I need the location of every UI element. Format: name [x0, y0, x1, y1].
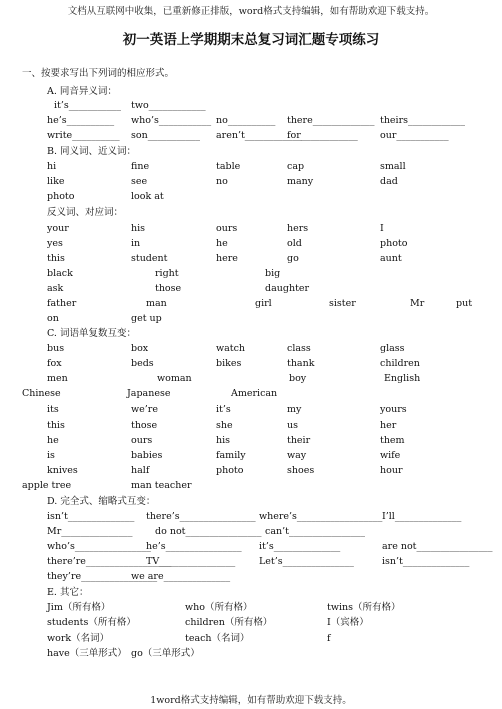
worksheet-item: photo	[47, 191, 75, 202]
worksheet-item: C. 词语单复数互变：	[47, 328, 136, 339]
worksheet-line	[0, 113, 502, 129]
worksheet-item: I	[380, 223, 384, 234]
page-header: 文档从互联网中收集，已重新修正排版，word格式支持编辑，如有帮助欢迎下载支持。	[67, 6, 435, 17]
worksheet-item: Chinese	[22, 388, 61, 399]
worksheet-item: old	[287, 238, 302, 249]
worksheet-item: its	[47, 404, 59, 415]
worksheet-item: glass	[380, 343, 405, 354]
worksheet-item: big	[265, 268, 281, 279]
worksheet-line	[0, 326, 502, 342]
worksheet-item: there’re__________________	[47, 556, 172, 567]
worksheet-item: D. 完全式、缩略式互变：	[47, 496, 156, 507]
worksheet-item: like	[47, 176, 65, 187]
worksheet-item: who’s________________	[47, 541, 151, 552]
worksheet-item: bikes	[216, 358, 242, 369]
worksheet-item: twins（所有格）	[327, 602, 401, 613]
worksheet-item: E. 其它：	[47, 587, 89, 598]
worksheet-item: watch	[216, 343, 246, 354]
worksheet-line	[0, 418, 502, 434]
worksheet-item: bus	[47, 343, 65, 354]
worksheet-item: those	[155, 283, 182, 294]
worksheet-item: daughter	[265, 283, 310, 294]
worksheet-item: 反义词、对应词：	[47, 207, 124, 218]
worksheet-item: it’s	[216, 404, 231, 415]
worksheet-item: class	[287, 343, 311, 354]
worksheet-item: yes	[47, 238, 63, 249]
worksheet-item: see	[131, 176, 148, 187]
worksheet-item: fine	[131, 161, 150, 172]
worksheet-line	[0, 251, 502, 267]
worksheet-item: ours	[131, 435, 153, 446]
worksheet-line	[0, 266, 502, 282]
worksheet-line	[0, 478, 502, 494]
worksheet-item: students（所有格）	[47, 617, 136, 628]
worksheet-line	[0, 174, 502, 190]
worksheet-item: go	[287, 253, 299, 264]
worksheet-item: his	[131, 223, 146, 234]
worksheet-item: B. 同义词、近义词：	[47, 146, 137, 157]
worksheet-item: children（所有格）	[185, 617, 273, 628]
worksheet-line	[0, 221, 502, 237]
worksheet-line	[0, 433, 502, 449]
worksheet-line	[0, 554, 502, 570]
worksheet-item: Japanese	[127, 388, 171, 399]
worksheet-item: are not________________	[382, 541, 493, 552]
worksheet-line	[0, 159, 502, 175]
worksheet-item: they’re________________	[47, 571, 158, 582]
worksheet-line	[0, 585, 502, 601]
worksheet-item: photo	[216, 465, 244, 476]
worksheet-line	[0, 569, 502, 585]
worksheet-item: teach（名词）	[185, 633, 250, 644]
worksheet-item: dad	[380, 176, 398, 187]
worksheet-item: on	[47, 313, 59, 324]
worksheet-item: them	[380, 435, 405, 446]
worksheet-item: table	[216, 161, 241, 172]
worksheet-item: who’s___________	[131, 115, 212, 126]
worksheet-item: hour	[380, 465, 403, 476]
worksheet-item: wife	[380, 450, 401, 461]
worksheet-item: student	[131, 253, 168, 264]
worksheet-item: aren’t____________	[216, 130, 302, 141]
worksheet-item: can’t________________	[265, 526, 365, 537]
worksheet-item: TV________________	[146, 556, 236, 567]
worksheet-item: shoes	[287, 465, 315, 476]
worksheet-item: there_____________	[287, 115, 375, 126]
worksheet-line	[0, 236, 502, 252]
worksheet-line	[0, 539, 502, 555]
worksheet-item: no__________	[216, 115, 276, 126]
worksheet-item: this	[47, 253, 65, 264]
worksheet-item: us	[287, 420, 298, 431]
worksheet-item: in	[131, 238, 141, 249]
worksheet-item: way	[287, 450, 307, 461]
worksheet-item: no	[216, 176, 228, 187]
worksheet-item: box	[131, 343, 149, 354]
worksheet-item: it’s___________	[54, 100, 122, 111]
worksheet-item: where’s__________________	[259, 511, 383, 522]
worksheet-item: get up	[131, 313, 162, 324]
worksheet-item: father	[47, 298, 77, 309]
worksheet-line	[0, 494, 502, 510]
worksheet-item: small	[380, 161, 406, 172]
worksheet-line	[0, 341, 502, 357]
worksheet-item: he	[47, 435, 59, 446]
worksheet-line	[0, 509, 502, 525]
worksheet-line	[0, 66, 502, 82]
worksheet-item: this	[47, 420, 65, 431]
worksheet-item: we are______________	[131, 571, 231, 582]
worksheet-item: f	[327, 633, 331, 644]
worksheet-line	[0, 128, 502, 144]
worksheet-item: is	[47, 450, 55, 461]
worksheet-item: hers	[287, 223, 309, 234]
worksheet-item: our___________	[380, 130, 449, 141]
worksheet-item: hi	[47, 161, 57, 172]
worksheet-item: sister	[329, 298, 356, 309]
worksheet-item: American	[231, 388, 278, 399]
worksheet-item: those	[131, 420, 158, 431]
worksheet-item: fox	[47, 358, 62, 369]
worksheet-line	[0, 189, 502, 205]
worksheet-item: knives	[47, 465, 78, 476]
worksheet-line	[0, 463, 502, 479]
worksheet-item: he	[216, 238, 228, 249]
worksheet-item: who（所有格）	[185, 602, 253, 613]
worksheet-item: there’s________________	[146, 511, 256, 522]
worksheet-item: put	[456, 298, 473, 309]
worksheet-item: Mr_______________	[47, 526, 133, 537]
worksheet-line	[0, 402, 502, 418]
worksheet-item: write__________	[47, 130, 120, 141]
worksheet-item: your	[47, 223, 69, 234]
worksheet-item: thank	[287, 358, 315, 369]
worksheet-item: yours	[380, 404, 407, 415]
worksheet-item: for____________	[287, 130, 358, 141]
worksheet-item: he’s__________	[47, 115, 115, 126]
worksheet-item: man teacher	[131, 480, 192, 491]
worksheet-line	[0, 524, 502, 540]
worksheet-line	[0, 98, 502, 114]
worksheet-item: do not________________	[155, 526, 262, 537]
worksheet-line	[0, 646, 502, 662]
worksheet-line	[0, 281, 502, 297]
worksheet-item: my	[287, 404, 302, 415]
worksheet-line	[0, 631, 502, 647]
worksheet-item: half	[131, 465, 150, 476]
worksheet-item: it’s______________	[259, 541, 341, 552]
worksheet-item: boy	[289, 373, 307, 384]
worksheet-item: his	[216, 435, 231, 446]
worksheet-item: Jim（所有格）	[47, 602, 111, 613]
worksheet-item: isn’t______________	[47, 511, 135, 522]
worksheet-line	[0, 311, 502, 327]
worksheet-line	[0, 615, 502, 631]
worksheet-item: Mr	[410, 298, 425, 309]
worksheet-line	[0, 448, 502, 464]
worksheet-item: Let’s_______________	[259, 556, 354, 567]
worksheet-item: I（宾格）	[327, 617, 369, 628]
worksheet-item: children	[380, 358, 420, 369]
worksheet-item: A. 同音异义词：	[47, 86, 117, 97]
worksheet-item: he’s________________	[146, 541, 242, 552]
worksheet-item: beds	[131, 358, 154, 369]
worksheet-line	[0, 386, 502, 402]
worksheet-line	[0, 356, 502, 372]
worksheet-item: ask	[47, 283, 64, 294]
worksheet-item: girl	[255, 298, 272, 309]
worksheet-item: her	[380, 420, 397, 431]
worksheet-item: aunt	[380, 253, 402, 264]
worksheet-item: ours	[216, 223, 238, 234]
worksheet-item: their	[287, 435, 311, 446]
worksheet-item: look at	[131, 191, 164, 202]
worksheet-item: theirs____________	[380, 115, 466, 126]
worksheet-item: she	[216, 420, 233, 431]
worksheet-line	[0, 205, 502, 221]
worksheet-item: many	[287, 176, 314, 187]
worksheet-item: babies	[131, 450, 163, 461]
worksheet-item: English	[384, 373, 421, 384]
worksheet-line	[0, 600, 502, 616]
worksheet-item: men	[47, 373, 68, 384]
worksheet-item: go（三单形式）	[131, 648, 200, 659]
worksheet-item: black	[47, 268, 73, 279]
worksheet-item: woman	[157, 373, 192, 384]
worksheet-item: we’re	[131, 404, 158, 415]
worksheet-item: photo	[380, 238, 408, 249]
worksheet-item: 一、按要求写出下列词的相应形式。	[22, 68, 175, 79]
worksheet-item: I’ll______________	[382, 511, 462, 522]
page-footer: 1word格式支持编辑，如有帮助欢迎下载支持。	[150, 695, 352, 706]
worksheet-item: man	[146, 298, 167, 309]
worksheet-item: here	[216, 253, 238, 264]
worksheet-line	[0, 371, 502, 387]
worksheet-item: son___________	[131, 130, 200, 141]
worksheet-item: cap	[287, 161, 305, 172]
worksheet-line	[0, 144, 502, 160]
worksheet-item: apple tree	[22, 480, 72, 491]
worksheet-item: right	[155, 268, 179, 279]
worksheet-line	[0, 296, 502, 312]
worksheet-item: work（名词）	[47, 633, 110, 644]
page-title: 初一英语上学期期末总复习词汇题专项练习	[122, 32, 380, 48]
worksheet-item: have（三单形式）	[47, 648, 127, 659]
worksheet-item: isn’t______________	[382, 556, 470, 567]
worksheet-item: family	[216, 450, 246, 461]
worksheet-item: two____________	[131, 100, 206, 111]
